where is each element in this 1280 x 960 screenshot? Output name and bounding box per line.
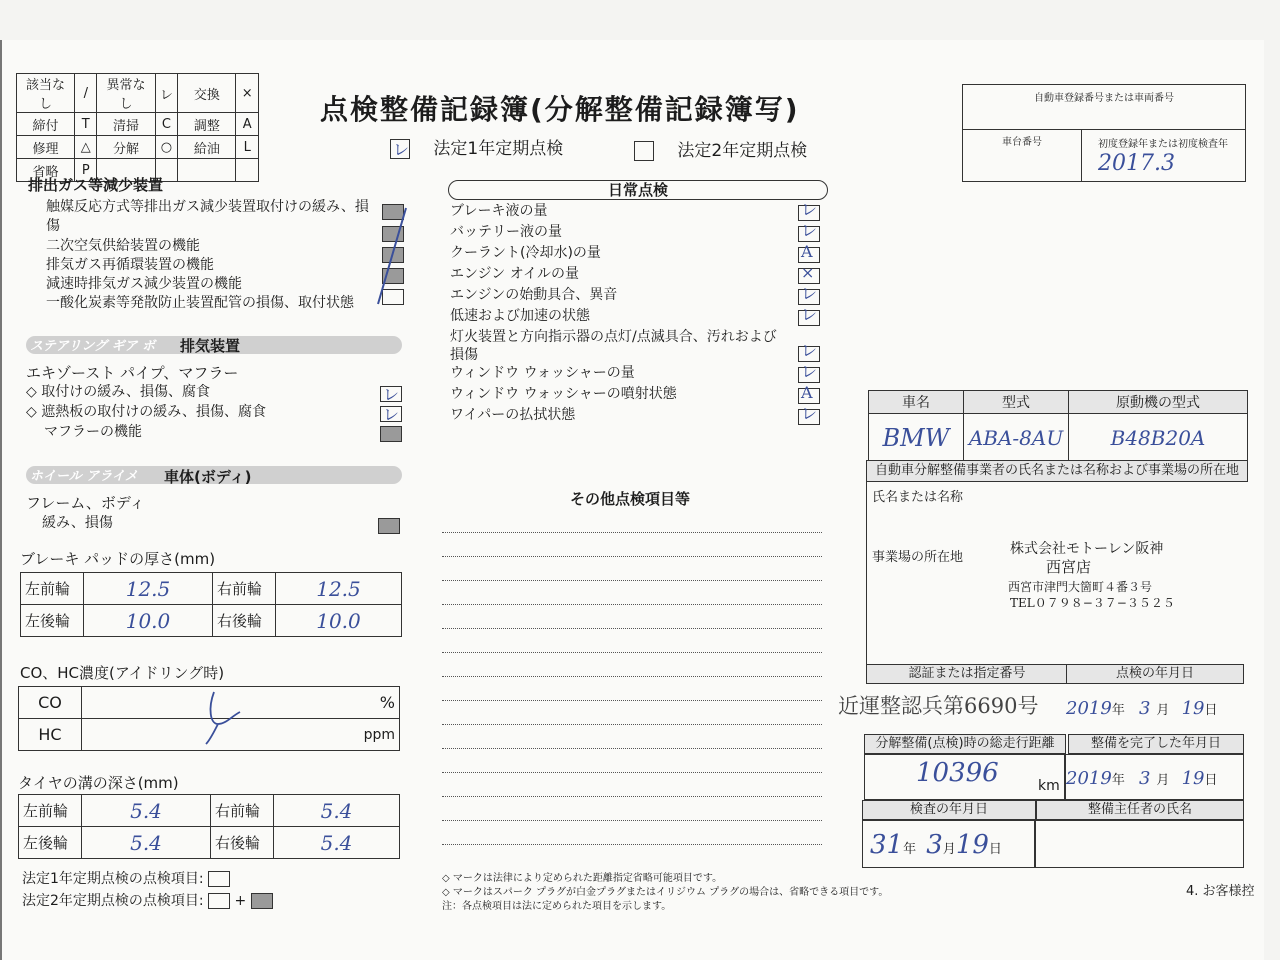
- inspection-year: 31: [870, 830, 904, 860]
- dotted-line: [442, 604, 822, 605]
- slash-mark: [372, 200, 412, 310]
- key-one-label: 法定1年定期点検の点検項目:: [22, 871, 204, 887]
- daily-item-label: 灯火装置と方向指示器の点灯/点滅具合、汚れおよび損傷: [450, 329, 777, 363]
- exhaust-item: ◇ 取付けの緩み、損傷、腐食: [26, 384, 211, 400]
- brake-rl-label: 左後輪: [21, 605, 84, 637]
- legend-row: [17, 136, 259, 159]
- business-address: 西宮市津門大箇町４番３号: [1008, 580, 1153, 594]
- exhaust-sub: エキゾースト パイプ、マフラー: [26, 364, 239, 382]
- daily-item-label: バッテリー液の量: [450, 224, 562, 240]
- legend-label: 分解: [97, 136, 155, 159]
- daily-item-label: ブレーキ液の量: [450, 203, 548, 219]
- one-year-label: 法定1年定期点検: [433, 139, 564, 159]
- legend-symbol: ○: [155, 136, 178, 159]
- done-date: [1066, 768, 1218, 789]
- co-label: CO: [19, 687, 82, 719]
- cohc-pen-mark: [192, 688, 252, 748]
- cert-label: 認証または指定番号: [866, 664, 1068, 684]
- tire-rr-label: 右後輪: [211, 827, 274, 859]
- month-unit: 月: [1156, 703, 1170, 718]
- cert-number: 近運整認兵第6690号: [838, 694, 1039, 718]
- tire-fl-value: 5.4: [82, 795, 211, 827]
- periodic-one-year: [390, 134, 563, 159]
- check-mark: A: [801, 242, 813, 261]
- dotted-line: [442, 532, 822, 533]
- car-model-value: ABA-8AU: [964, 414, 1069, 462]
- emission-item: 減速時排気ガス減少装置の機能: [46, 276, 242, 292]
- chief-name-cell: [1034, 820, 1244, 868]
- business-header: 自動車分解整備事業者の氏名または名称および事業場の所在地: [866, 460, 1248, 482]
- note-line: 注：各点検項目は法に定められた項目を示します。: [442, 901, 672, 912]
- check-mark: レ: [801, 221, 818, 240]
- dotted-line: [442, 796, 822, 797]
- check-box: [798, 305, 820, 326]
- brake-rr-value: 10.0: [276, 605, 402, 637]
- dotted-line: [442, 772, 822, 773]
- exhaust-boxes: [380, 386, 402, 442]
- car-engine-value: B48B20A: [1069, 414, 1248, 462]
- legend-label: 異常なし: [97, 74, 155, 113]
- car-table: [868, 390, 1248, 462]
- legend-symbol: T: [75, 113, 97, 136]
- legend-label: 清掃: [97, 113, 155, 136]
- check-box: [798, 383, 820, 404]
- dotted-line: [442, 652, 822, 653]
- check-mark: レ: [801, 341, 818, 360]
- inspection-label: 検査の年月日: [862, 800, 1036, 820]
- brake-fl-label: 左前輪: [21, 573, 84, 605]
- cert-year: 2019: [1066, 698, 1112, 719]
- daily-list: [450, 202, 820, 427]
- body-item: 緩み、損傷: [42, 515, 113, 531]
- check-mark: レ: [801, 404, 818, 423]
- exhaust-list: [26, 382, 266, 442]
- check-box: [798, 404, 820, 425]
- reg-label: 自動車登録番号または車両番号: [1034, 93, 1174, 104]
- two-year-label: 法定2年定期点検: [677, 141, 808, 161]
- daily-item-label: クーラント(冷却水)の量: [450, 245, 601, 261]
- exhaust-item: ◇ 遮熱板の取付けの緩み、損傷、腐食: [26, 404, 267, 420]
- dotted-line: [442, 628, 822, 629]
- body-title: 車体(ボディ): [164, 468, 252, 486]
- legend-symbol: レ: [155, 74, 178, 113]
- inspection-date: [870, 830, 1002, 860]
- brake-fr-value: 12.5: [276, 573, 402, 605]
- brake-rr-label: 右後輪: [213, 605, 276, 637]
- two-year-checkbox: [634, 141, 654, 161]
- mileage-value: 10396: [916, 758, 999, 788]
- day-unit: 日: [1204, 773, 1218, 788]
- note-line: ◇ マークはスパーク プラグが白金プラグまたはイリジウム プラグの場合は、省略できる項目です。: [442, 887, 889, 898]
- record-sheet: [0, 40, 1264, 960]
- car-name-value: BMW: [869, 414, 964, 462]
- legend-symbol: /: [75, 74, 97, 113]
- done-date-label: 整備を完了した年月日: [1068, 734, 1244, 754]
- daily-item: [450, 406, 820, 427]
- check-box: レ: [380, 406, 402, 422]
- emission-item: 排気ガス再循環装置の機能: [46, 257, 214, 273]
- dotted-line: [442, 724, 822, 725]
- exhaust-title: 排気装置: [180, 337, 241, 355]
- check-box: [798, 242, 820, 263]
- brake-rl-value: 10.0: [84, 605, 213, 637]
- check-box: [798, 341, 820, 362]
- wheel-faded-label: ホイール アライメ: [30, 469, 138, 484]
- check-box: [378, 518, 400, 534]
- check-box: [798, 362, 820, 383]
- note-line: ◇ マークは法律により定められた距離指定省略可能項目です。: [442, 873, 723, 884]
- daily-item-label: エンジン オイルの量: [450, 266, 580, 282]
- daily-item-label: 低速および加速の状態: [450, 308, 590, 324]
- business-name-label: 氏名または名称: [872, 490, 964, 505]
- inspection-day: 19: [955, 830, 989, 860]
- branch-name: 西宮店: [1046, 558, 1092, 576]
- legend-label: 調整: [178, 113, 236, 136]
- key-two-year: [22, 890, 273, 910]
- cert-day: 19: [1181, 698, 1205, 719]
- one-year-checkbox: レ: [390, 139, 410, 159]
- check-mark: レ: [801, 305, 818, 324]
- cert-date: [1066, 698, 1218, 719]
- tire-table: [18, 794, 400, 859]
- dotted-line: [442, 700, 822, 701]
- legend-symbol: C: [155, 113, 178, 136]
- dotted-line: [442, 820, 822, 821]
- done-month: 3: [1138, 768, 1151, 789]
- legend-row: [17, 74, 259, 113]
- legend-label: 該当なし: [17, 74, 75, 113]
- first-reg-value: 2017.3: [1098, 151, 1175, 176]
- done-year: 2019: [1066, 768, 1112, 789]
- legend-symbol: ×: [236, 74, 259, 113]
- key-empty-box: [208, 893, 230, 909]
- dotted-line: [442, 556, 822, 557]
- daily-item: [450, 385, 820, 406]
- legend-table: [16, 73, 259, 182]
- emission-item: 一酸化炭素等発散防止装置配管の損傷、取付状態: [46, 295, 354, 311]
- legend-label: 省略: [17, 159, 75, 182]
- body-sub: フレーム、ボディ: [26, 494, 145, 512]
- year-unit: 年: [903, 842, 917, 857]
- dotted-line: [442, 580, 822, 581]
- vehicle-registration-box: [962, 84, 1246, 182]
- day-unit: 日: [1204, 703, 1218, 718]
- daily-item: [450, 223, 820, 244]
- legend-symbol: A: [236, 113, 259, 136]
- daily-item: [450, 364, 820, 385]
- key-plus: +: [234, 893, 247, 909]
- daily-item-label: エンジンの始動具合、異音: [450, 287, 618, 303]
- hc-unit: ppm: [82, 719, 400, 751]
- daily-item: [450, 202, 820, 223]
- footer-label: 4. お客様控: [1186, 884, 1255, 899]
- tire-rl-value: 5.4: [82, 827, 211, 859]
- periodic-two-year: [634, 136, 807, 161]
- legend-label: [178, 159, 236, 182]
- check-box: [798, 263, 820, 284]
- tire-fl-label: 左前輪: [19, 795, 82, 827]
- daily-item: [450, 286, 820, 307]
- daily-item: [450, 328, 820, 364]
- emission-list: [46, 198, 376, 313]
- emission-item: 二次空気供給装置の機能: [46, 238, 200, 254]
- legend-label: 締付: [17, 113, 75, 136]
- legend-symbol: L: [236, 136, 259, 159]
- brake-fr-label: 右前輪: [213, 573, 276, 605]
- tire-fr-label: 右前輪: [211, 795, 274, 827]
- daily-item: [450, 307, 820, 328]
- chassis-label: 車台番号: [1002, 137, 1042, 148]
- brake-fl-value: 12.5: [84, 573, 213, 605]
- check-mark: レ: [801, 284, 818, 303]
- check-box: レ: [380, 386, 402, 402]
- cert-month: 3: [1138, 698, 1151, 719]
- co-unit: %: [82, 687, 400, 719]
- car-name-label: 車名: [869, 391, 964, 414]
- day-unit: 日: [988, 842, 1002, 857]
- other-title: その他点検項目等: [570, 490, 691, 508]
- legend-symbol: [236, 159, 259, 182]
- check-mark: レ: [801, 362, 818, 381]
- chief-label: 整備主任者の氏名: [1036, 800, 1244, 820]
- check-mark: ×: [801, 263, 815, 282]
- page-title: 点検整備記録簿(分解整備記録簿写): [320, 93, 800, 126]
- done-day: 19: [1181, 768, 1205, 789]
- car-engine-label: 原動機の型式: [1069, 391, 1248, 414]
- notes: [442, 872, 888, 914]
- dotted-line: [442, 748, 822, 749]
- car-model-label: 型式: [964, 391, 1069, 414]
- first-reg-label: 初度登録年または初度検査年: [1098, 139, 1228, 150]
- daily-item-label: ワイパーの払拭状態: [450, 407, 576, 423]
- tire-title: タイヤの溝の深さ(mm): [18, 774, 179, 792]
- daily-item: [450, 244, 820, 265]
- legend-label: 修理: [17, 136, 75, 159]
- steering-faded-label: ステアリング ギア ボ: [30, 339, 156, 354]
- key-one-year: [22, 868, 230, 888]
- key-gray-box: [251, 893, 273, 909]
- tire-rr-value: 5.4: [274, 827, 400, 859]
- brake-title: ブレーキ パッドの厚さ(mm): [20, 550, 216, 568]
- business-loc-label: 事業場の所在地: [872, 550, 964, 565]
- cohc-title: CO、HC濃度(アイドリング時): [20, 664, 225, 682]
- emission-title: 排出ガス等減少装置: [28, 176, 164, 194]
- check-box: [798, 284, 820, 305]
- emission-item: 触媒反応方式等排出ガス減少装置取付けの緩み、損傷: [46, 199, 369, 234]
- dotted-line: [442, 844, 822, 845]
- hc-label: HC: [19, 719, 82, 751]
- month-unit: 月: [942, 842, 956, 857]
- legend-row: [17, 113, 259, 136]
- check-mark: A: [801, 383, 813, 402]
- inspection-month: 3: [926, 830, 943, 860]
- daily-title: 日常点検: [448, 180, 828, 200]
- cert-date-label: 点検の年月日: [1066, 664, 1244, 684]
- mileage-label: 分解整備(点検)時の総走行距離: [864, 734, 1066, 754]
- brake-table: [20, 572, 402, 637]
- legend-symbol: △: [75, 136, 97, 159]
- business-tel: TEL０７９８−３７−３５２５: [1010, 596, 1175, 610]
- mileage-unit: km: [1038, 778, 1060, 794]
- company-name: 株式会社モトーレン阪神: [1010, 541, 1164, 557]
- month-unit: 月: [1156, 773, 1170, 788]
- legend-symbol: P: [75, 159, 97, 182]
- check-mark: レ: [801, 200, 818, 219]
- legend-label: 給油: [178, 136, 236, 159]
- daily-item-label: ウィンドウ ウォッシャーの噴射状態: [450, 386, 677, 402]
- exhaust-item: マフラーの機能: [44, 424, 142, 440]
- year-unit: 年: [1111, 703, 1125, 718]
- year-unit: 年: [1111, 773, 1125, 788]
- legend-label: 交換: [178, 74, 236, 113]
- tire-fr-value: 5.4: [274, 795, 400, 827]
- dotted-line: [442, 676, 822, 677]
- check-box: [798, 221, 820, 242]
- key-two-label: 法定2年定期点検の点検項目:: [22, 893, 204, 909]
- daily-item: [450, 265, 820, 286]
- check-box: [380, 426, 402, 442]
- key-empty-box: [208, 871, 230, 887]
- daily-item-label: ウィンドウ ウォッシャーの量: [450, 365, 635, 381]
- tire-rl-label: 左後輪: [19, 827, 82, 859]
- check-box: [798, 200, 820, 221]
